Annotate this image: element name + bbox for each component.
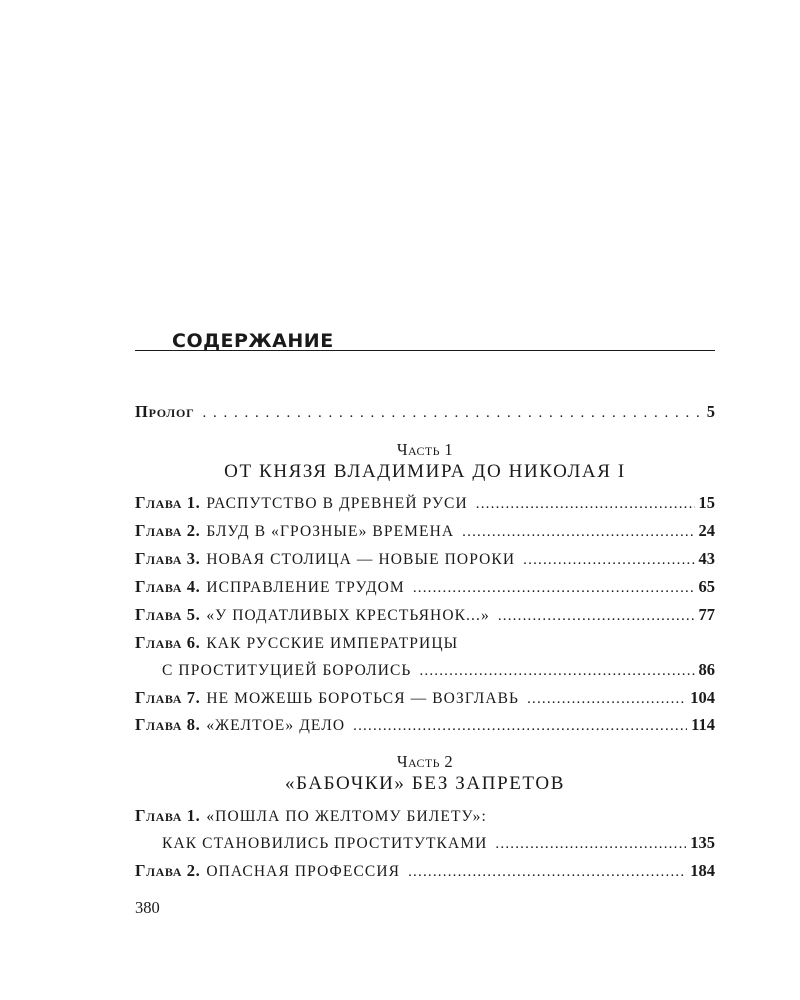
chapter-title-continuation: С ПРОСТИТУЦИЕЙ БОРОЛИСЬ [162,662,412,679]
chapter-label: Глава 2. [135,521,201,540]
chapter-label: Глава 6. [135,633,201,652]
chapter-title: ИСПРАВЛЕНИЕ ТРУДОМ [206,579,405,596]
chapter-label: Глава 7. [135,688,201,707]
chapter-label: Глава 3. [135,549,201,568]
toc-entry [135,603,715,627]
page-number: 5 [706,402,715,421]
page-number: 114 [691,715,715,734]
page-number: 184 [690,861,715,880]
page-folio: 380 [135,898,160,917]
toc-entry-prolog [135,400,715,424]
dot-leader [413,576,695,600]
chapter-title: «ПОШЛА ПО ЖЕЛТОМУ БИЛЕТУ»: [206,808,487,825]
chapter-title: НОВАЯ СТОЛИЦА — НОВЫЕ ПОРОКИ [206,551,516,568]
chapter-label: Глава 1. [135,806,201,825]
toc-entry [135,713,715,737]
toc-entry [135,519,715,543]
chapter-label: Глава 5. [135,605,201,624]
dot-leader [527,687,686,711]
toc-entry [135,547,715,571]
toc-entry [135,491,715,515]
chapter-label: Глава 4. [135,577,201,596]
dot-leader [523,548,694,572]
page-number: 135 [690,833,715,852]
toc-entry [135,804,715,828]
chapter-title: НЕ МОЖЕШЬ БОРОТЬСЯ — ВОЗГЛАВЬ [206,690,520,707]
prolog-label: Пролог [135,402,195,421]
chapter-label: Глава 8. [135,715,201,734]
page-number: 43 [698,549,715,568]
page-number: 86 [698,660,715,679]
toc-entry [135,686,715,710]
dot-leader [353,714,687,738]
chapter-title-continuation: КАК СТАНОВИЛИСЬ ПРОСТИТУТКАМИ [162,835,488,852]
toc-entry [135,859,715,883]
toc-entry [135,575,715,599]
chapter-label: Глава 2. [135,861,201,880]
toc-entry-continuation [162,658,715,682]
chapter-title: КАК РУССКИЕ ИМПЕРАТРИЦЫ [206,635,459,652]
toc-entry-continuation [162,831,715,855]
page-number: 104 [690,688,715,707]
page-number: 15 [698,493,715,512]
toc-heading [135,328,715,351]
chapter-title: ОПАСНАЯ ПРОФЕССИЯ [206,863,401,880]
part-label: Часть 1 [396,440,454,459]
chapter-label: Глава 1. [135,493,201,512]
dot-leader [408,860,686,884]
toc-entry [135,631,715,655]
part-title: ОТ КНЯЗЯ ВЛАДИМИРА ДО НИКОЛАЯ I [224,461,626,482]
dot-leader [498,604,695,628]
part-label: Часть 2 [396,752,454,771]
page-number: 65 [698,577,715,596]
dot-leader [495,832,686,856]
dot-leader [419,659,694,683]
part-title: «БАБОЧКИ» БЕЗ ЗАПРЕТОВ [284,773,565,794]
toc-heading-text: СОДЕРЖАНИЕ [172,330,334,352]
chapter-title: БЛУД В «ГРОЗНЫЕ» ВРЕМЕНА [206,523,455,540]
dot-leader [462,520,694,544]
dot-leader [476,492,695,516]
page-number: 24 [698,521,715,540]
page-number: 77 [698,605,715,624]
dot-leader [203,401,703,425]
chapter-title: «У ПОДАТЛИВЫХ КРЕСТЬЯНОК...» [206,607,490,624]
chapter-title: «ЖЕЛТОЕ» ДЕЛО [206,717,346,734]
chapter-title: РАСПУТСТВО В ДРЕВНЕЙ РУСИ [206,495,468,512]
